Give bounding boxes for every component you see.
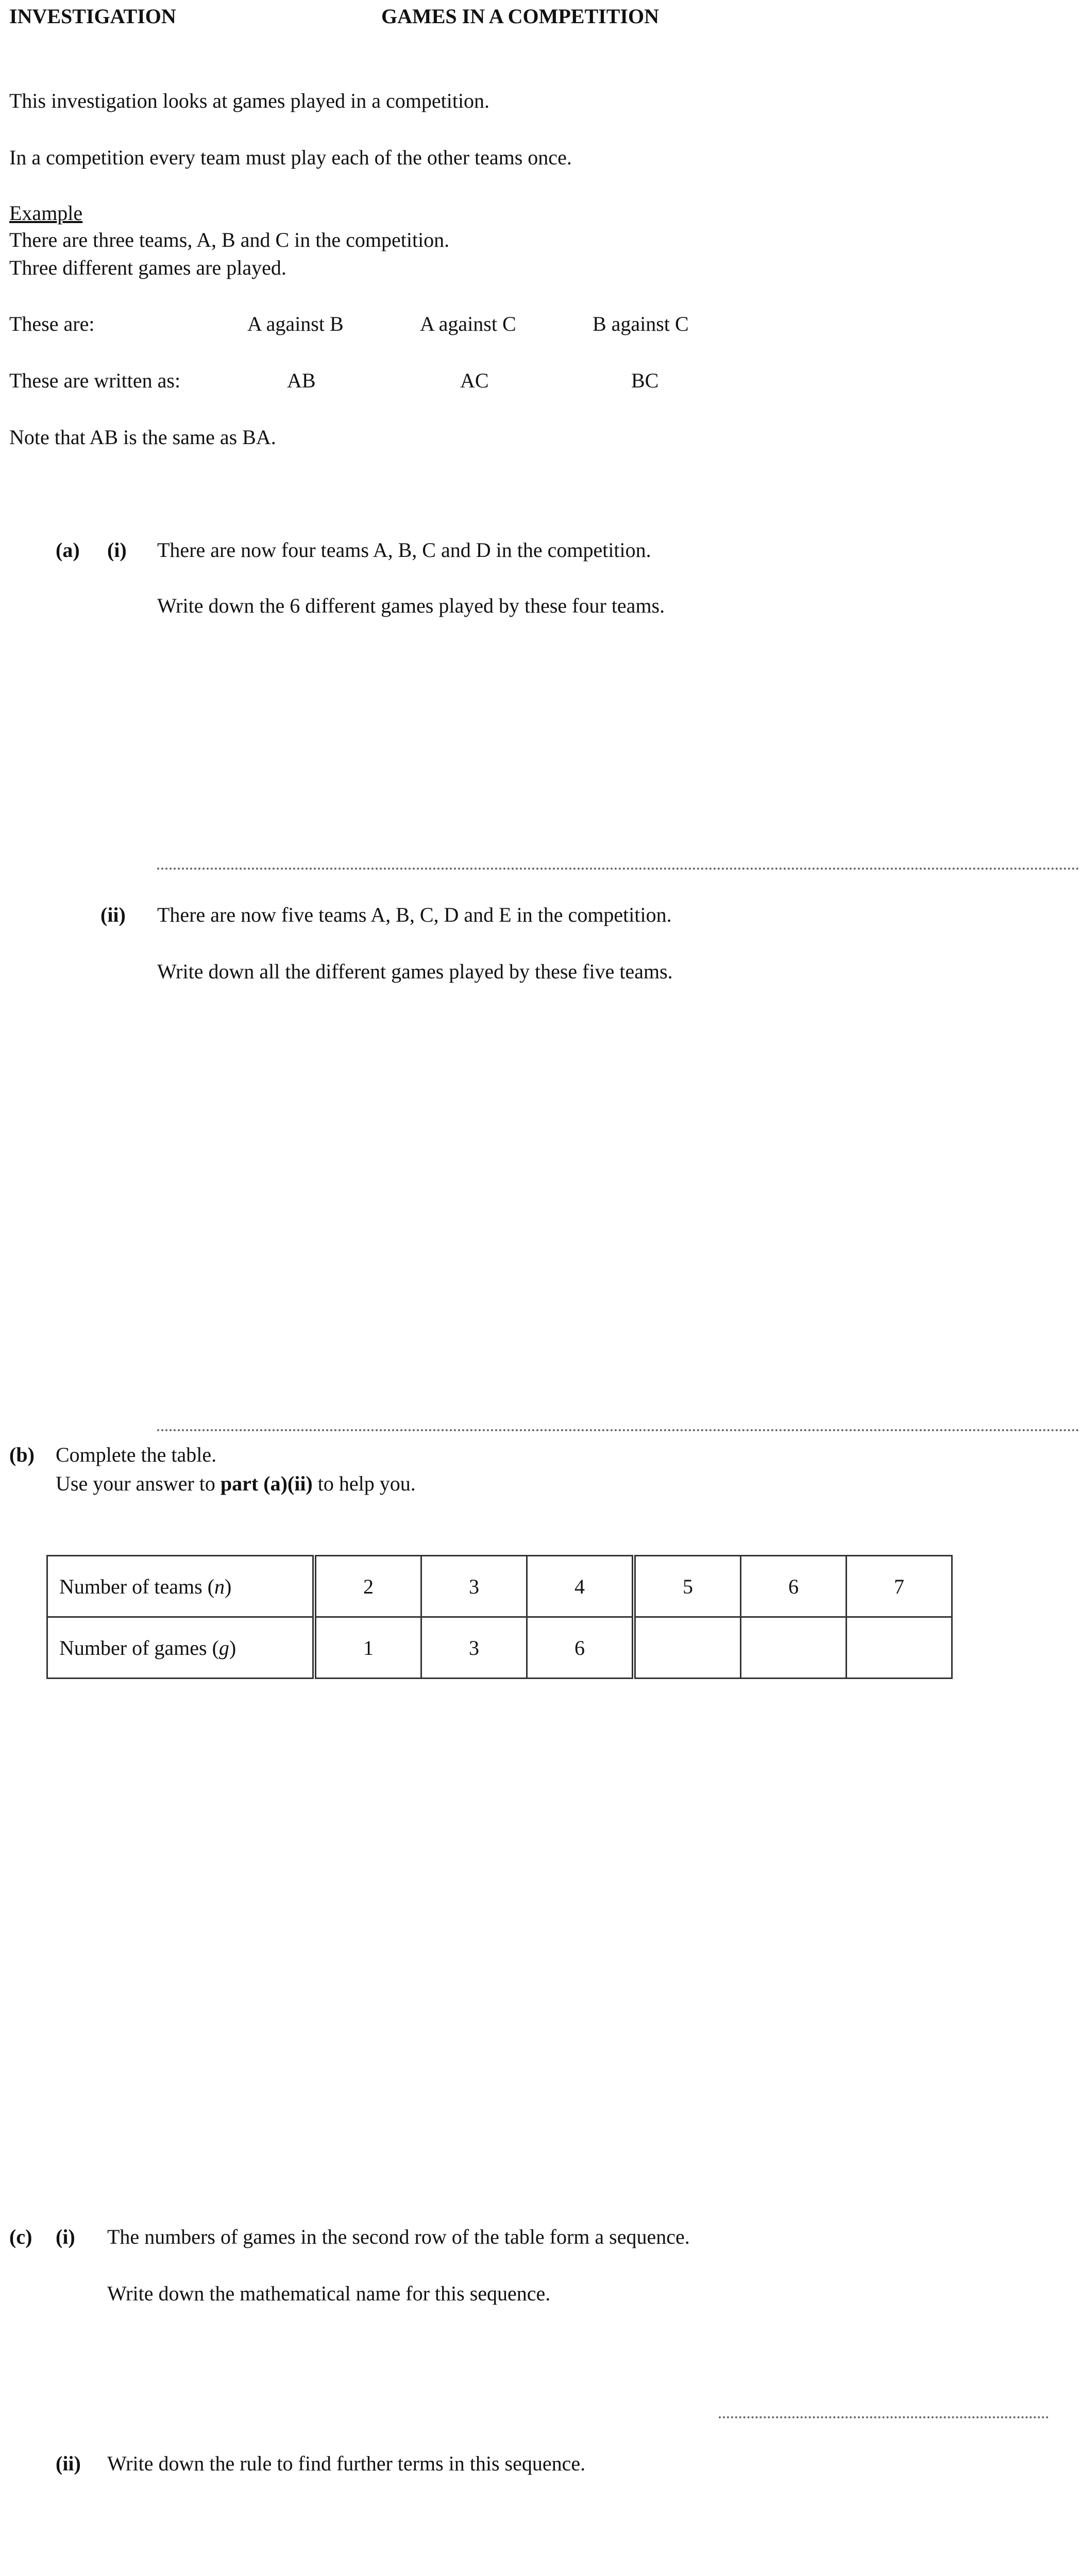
game-a-vs-b: A against B [247,312,344,335]
teams-cell-5: 6 [741,1556,847,1617]
game-b-vs-c: B against C [593,312,689,335]
code-ab: AB [287,369,316,392]
written-as-label: These are written as: [9,369,181,392]
teams-cell-3: 4 [527,1556,634,1617]
teams-cell-6: 7 [847,1556,952,1617]
part-b-label: (b) [9,1443,35,1466]
games-cell-6[interactable] [847,1617,952,1679]
row-label-teams: Number of teams (n) [47,1556,315,1617]
teams-cell-2: 3 [421,1556,527,1617]
teams-cell-4: 5 [634,1556,741,1617]
part-a-ii-answer-line[interactable] [157,1429,1079,1431]
intro-line-2: In a competition every team must play each of the other teams once. [9,146,572,169]
part-a-i-question: There are now four teams A, B, C and D in the competition. [157,538,651,562]
part-a-i-instruction: Write down the 6 different games played by these four teams. [157,594,665,617]
part-c-label: (c) [9,2225,32,2248]
row-label-games: Number of games (g) [47,1617,315,1679]
games-cell-3: 6 [527,1617,634,1679]
game-a-vs-c: A against C [420,312,516,335]
part-c-i-label: (i) [56,2225,75,2248]
example-line-2: Three different games are played. [9,256,286,279]
games-cell-4[interactable] [634,1617,741,1679]
part-c-i-question: The numbers of games in the second row of the table form a sequence. [107,2225,690,2248]
part-a-i-label: (i) [107,538,127,562]
header-investigation: INVESTIGATION [9,5,176,28]
these-are-label: These are: [9,312,95,335]
part-c-ii-label: (ii) [56,2452,81,2475]
header-title: GAMES IN A COMPETITION [381,5,659,28]
part-a-ii-instruction: Write down all the different games played by these five teams. [157,960,673,983]
table-row-games [47,1617,952,1679]
part-c-i-instruction: Write down the mathematical name for this sequence. [107,2282,551,2305]
teams-cell-1: 2 [314,1556,421,1617]
part-a-i-answer-line[interactable] [157,868,1079,870]
table-row-teams [47,1556,952,1617]
part-a-ii-question: There are now five teams A, B, C, D and E in the competition. [157,903,672,926]
example-line-1: There are three teams, A, B and C in the competition. [9,228,450,251]
part-b-line-1: Complete the table. [56,1443,217,1466]
example-heading: Example [9,201,83,225]
note-line: Note that AB is the same as BA. [9,426,276,449]
part-a-ii-label: (ii) [100,903,126,926]
part-b-line-2: Use your answer to part (a)(ii) to help you. [56,1472,416,1495]
part-c-ii-question: Write down the rule to find further terms in this sequence. [107,2452,586,2475]
games-table [46,1555,953,1679]
intro-line-1: This investigation looks at games played in a competition. [9,89,490,112]
code-ac: AC [460,369,489,392]
games-cell-5[interactable] [741,1617,847,1679]
games-cell-1: 1 [314,1617,421,1679]
part-c-i-answer-line[interactable] [719,2416,1049,2418]
code-bc: BC [631,369,659,392]
part-a-label: (a) [56,538,80,562]
games-cell-2: 3 [421,1617,527,1679]
